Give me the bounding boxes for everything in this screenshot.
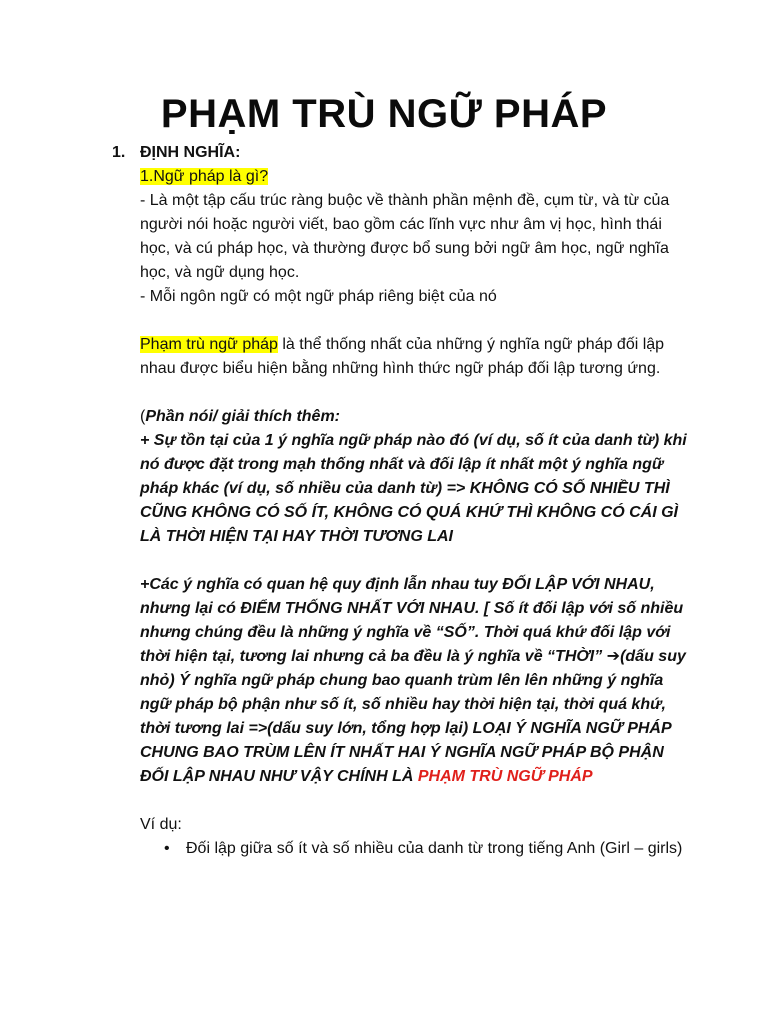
example-list bbox=[140, 837, 688, 861]
page-title: PHẠM TRÙ NGỮ PHÁP bbox=[160, 92, 608, 136]
term-label: Phạm trù ngữ pháp bbox=[140, 336, 278, 353]
section-1 bbox=[140, 141, 688, 861]
paragraph-2-highlight: PHẠM TRÙ NGỮ PHÁP bbox=[417, 768, 593, 785]
question-label: 1.Ngữ pháp là gì? bbox=[140, 168, 269, 185]
term-text: là thể thống nhất của những ý nghĩa ngữ pháp đối lập nhau được biểu hiện bằng những hình thức ngữ pháp đối lập tương ứng. bbox=[140, 336, 665, 377]
note-heading bbox=[140, 405, 688, 429]
definition-2: - Mỗi ngôn ngữ có một ngữ pháp riêng biệt của nó bbox=[140, 288, 497, 305]
arrow-icon: ➔ bbox=[606, 648, 621, 665]
paragraph-2-part-b: (dấu suy nhỏ) Ý nghĩa ngữ pháp chung bao quanh trùm lên lên những ý nghĩa ngữ pháp bộ phận như số ít, số nhiều hay thời hiện tại, thời quá khứ, thời tương lai =>(dấu suy lớn, tổng hợp lại) LOẠI Ý NGHĨA NGỮ PHÁP CHUNG BAO TRÙM LÊN ÍT NHẤT HAI Ý NGHĨA NGỮ PHÁP BỘ PHẬN ĐỐI LẬP NHAU NHƯ VẬY CHÍNH LÀ bbox=[140, 648, 686, 785]
list-item bbox=[140, 837, 688, 861]
example-label: Ví dụ: bbox=[140, 816, 182, 833]
list-item-text: Đối lập giữa số ít và số nhiều của danh từ trong tiếng Anh (Girl – girls) bbox=[186, 840, 683, 857]
paragraph-1: + Sự tồn tại của 1 ý nghĩa ngữ pháp nào đó (ví dụ, số ít của danh từ) khi nó được đặt trong mạh thống nhất và đối lập ít nhất một ý nghĩa ngữ pháp khác (ví dụ, số nhiều của danh từ) => KHÔNG CÓ SỐ NHIỀU THÌ CŨNG KHÔNG CÓ SỐ ÍT, KHÔNG CÓ QUÁ KHỨ THÌ KHÔNG CÓ CÁI GÌ LÀ THỜI HIỆN TẠI HAY THỜI TƯƠNG LAI bbox=[140, 432, 687, 545]
section-heading: ĐỊNH NGHĨA: bbox=[140, 144, 241, 161]
question-line bbox=[140, 165, 688, 189]
bullet-icon: • bbox=[164, 840, 170, 857]
definition-1: - Là một tập cấu trúc ràng buộc về thành phần mệnh đề, cụm từ, và từ của người nói hoặc người viết, bao gồm các lĩnh vực như âm vị học, hình thái học, và cú pháp học, và thường được bổ sung bởi ngữ âm học, ngữ nghĩa học, và ngữ dụng học. bbox=[140, 192, 670, 281]
note-heading-text: Phần nói/ giải thích thêm: bbox=[145, 408, 340, 425]
term-definition bbox=[140, 333, 688, 381]
list-number: 1. bbox=[112, 144, 126, 161]
paragraph-2 bbox=[140, 573, 688, 789]
note-open-paren: ( bbox=[140, 408, 146, 425]
document-body bbox=[112, 141, 688, 861]
paragraph-2-part-a: +Các ý nghĩa có quan hệ quy định lẫn nhau tuy ĐỐI LẬP VỚI NHAU, nhưng lại có ĐIỂM THỐNG NHẤT VỚI NHAU. [ Số ít đối lập với số nhiều nhưng chúng đều là những ý nghĩa về “SỐ”. Thời quá khứ đối lập với thời hiện tại, tương lai nhưng cả ba đều là ý nghĩa về “THỜI” bbox=[140, 576, 684, 665]
